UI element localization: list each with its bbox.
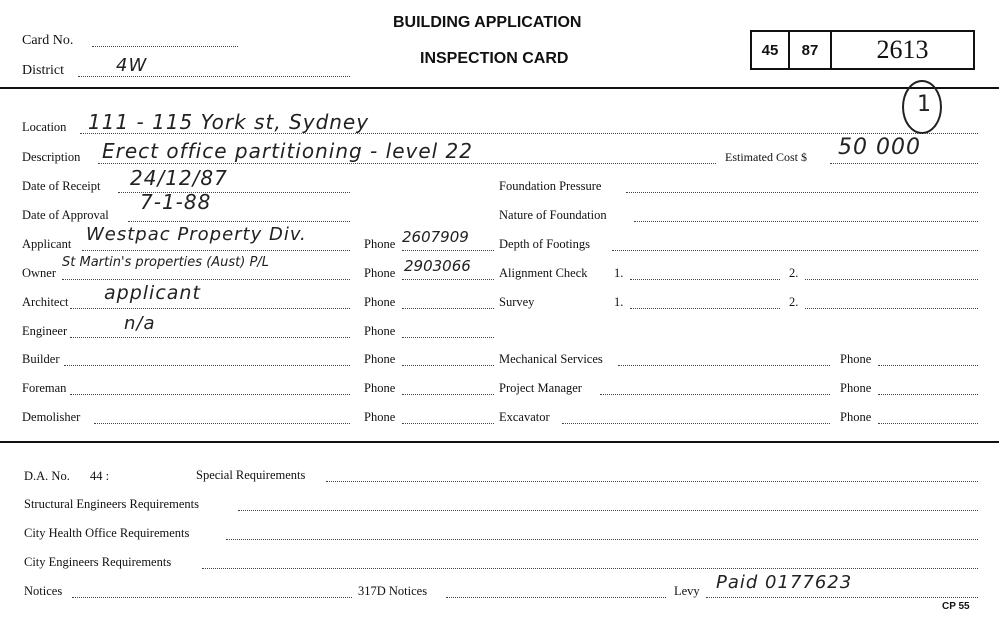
applicant-value: Westpac Property Div. <box>86 224 307 245</box>
engineer-phone-line <box>402 337 494 338</box>
engineer-line <box>70 337 350 338</box>
nature-foundation-label: Nature of Foundation <box>499 208 607 222</box>
applicant-phone-line <box>402 250 494 251</box>
excavator-phone-label: Phone <box>840 410 872 424</box>
notices-317d-label: 317D Notices <box>358 584 428 598</box>
district-line <box>78 76 350 77</box>
special-requirements-line <box>326 481 978 482</box>
title-line-2: INSPECTION CARD <box>420 50 569 67</box>
location-label: Location <box>22 120 67 134</box>
engineer-value: n/a <box>124 313 156 334</box>
demolisher-phone-label: Phone <box>364 410 396 424</box>
excavator-label: Excavator <box>499 410 550 424</box>
excavator-phone-line <box>878 423 978 424</box>
owner-phone-value: 2903066 <box>404 257 471 275</box>
foreman-phone-line <box>402 394 494 395</box>
description-value: Erect office partitioning - level 22 <box>102 139 473 163</box>
levy-value: Paid 0177623 <box>716 572 853 593</box>
estimated-cost-label: Estimated Cost $ <box>725 150 807 164</box>
notices-317d-line <box>446 597 666 598</box>
project-manager-phone-line <box>878 394 978 395</box>
foundation-pressure-line <box>626 192 978 193</box>
alignment-check-opt2: 2. <box>789 266 799 280</box>
owner-phone-line <box>402 279 494 280</box>
depth-footings-label: Depth of Footings <box>499 237 590 251</box>
mechanical-phone-label: Phone <box>840 352 872 366</box>
applicant-phone-label: Phone <box>364 237 396 251</box>
card-no-line <box>92 46 238 47</box>
architect-phone-line <box>402 308 494 309</box>
mechanical-line <box>618 365 830 366</box>
engineer-label: Engineer <box>22 324 68 338</box>
card-box-1: 45 <box>750 30 790 70</box>
applicant-label: Applicant <box>22 237 72 251</box>
date-approval-line <box>128 221 350 222</box>
form-code: CP 55 <box>942 601 970 612</box>
structural-requirements-label: Structural Engineers Requirements <box>24 497 199 511</box>
engineer-phone-label: Phone <box>364 324 396 338</box>
structural-requirements-line <box>238 510 978 511</box>
survey-opt1: 1. <box>614 295 624 309</box>
demolisher-line <box>94 423 350 424</box>
location-value: 111 - 115 York st, Sydney <box>88 110 370 134</box>
description-label: Description <box>22 150 81 164</box>
special-requirements-label: Special Requirements <box>196 468 306 482</box>
date-receipt-label: Date of Receipt <box>22 179 101 193</box>
card-number-box: 2613 <box>830 30 975 70</box>
demolisher-phone-line <box>402 423 494 424</box>
survey-opt2: 2. <box>789 295 799 309</box>
project-manager-label: Project Manager <box>499 381 582 395</box>
architect-value: applicant <box>104 282 201 304</box>
mechanical-phone-line <box>878 365 978 366</box>
architect-line <box>70 308 350 309</box>
excavator-line <box>562 423 830 424</box>
survey-label: Survey <box>499 295 535 309</box>
alignment-check-opt1: 1. <box>614 266 624 280</box>
project-manager-line <box>600 394 830 395</box>
levy-label: Levy <box>674 584 700 598</box>
notices-line <box>72 597 352 598</box>
alignment-check-line-1 <box>630 279 780 280</box>
mechanical-label: Mechanical Services <box>499 352 603 366</box>
city-engineers-label: City Engineers Requirements <box>24 555 172 569</box>
city-engineers-line <box>202 568 978 569</box>
project-manager-phone-label: Phone <box>840 381 872 395</box>
applicant-line <box>82 250 350 251</box>
notices-label: Notices <box>24 584 63 598</box>
da-no-value: 44 : <box>90 469 110 483</box>
foreman-phone-label: Phone <box>364 381 396 395</box>
card-box-2: 87 <box>788 30 832 70</box>
owner-value: St Martin's properties (Aust) P/L <box>62 255 269 270</box>
builder-phone-line <box>402 365 494 366</box>
district-value: 4W <box>116 55 148 76</box>
depth-footings-line <box>612 250 978 251</box>
survey-line-1 <box>630 308 780 309</box>
survey-line-2 <box>805 308 978 309</box>
circled-number: 1 <box>917 92 932 117</box>
builder-label: Builder <box>22 352 60 366</box>
date-approval-label: Date of Approval <box>22 208 109 222</box>
district-label: District <box>22 63 64 78</box>
architect-phone-label: Phone <box>364 295 396 309</box>
owner-label: Owner <box>22 266 57 280</box>
alignment-check-label: Alignment Check <box>499 266 588 280</box>
city-health-label: City Health Office Requirements <box>24 526 190 540</box>
date-approval-value: 7-1-88 <box>140 190 212 214</box>
demolisher-label: Demolisher <box>22 410 81 424</box>
foundation-pressure-label: Foundation Pressure <box>499 179 602 193</box>
foreman-line <box>70 394 350 395</box>
city-health-line <box>226 539 978 540</box>
builder-phone-label: Phone <box>364 352 396 366</box>
alignment-check-line-2 <box>805 279 978 280</box>
foreman-label: Foreman <box>22 381 67 395</box>
section-divider <box>0 441 999 443</box>
estimated-cost-line <box>830 163 978 164</box>
nature-foundation-line <box>634 221 978 222</box>
header-divider <box>0 87 999 89</box>
owner-phone-label: Phone <box>364 266 396 280</box>
date-receipt-value: 24/12/87 <box>130 166 228 190</box>
description-line <box>98 163 716 164</box>
owner-line <box>62 279 350 280</box>
da-no-label: D.A. No. <box>24 469 70 483</box>
builder-line <box>64 365 350 366</box>
title-line-1: BUILDING APPLICATION <box>393 14 582 31</box>
architect-label: Architect <box>22 295 69 309</box>
applicant-phone-value: 2607909 <box>402 228 469 246</box>
card-no-label: Card No. <box>22 33 74 48</box>
estimated-cost-value: 50 000 <box>838 135 921 160</box>
levy-line <box>706 597 978 598</box>
